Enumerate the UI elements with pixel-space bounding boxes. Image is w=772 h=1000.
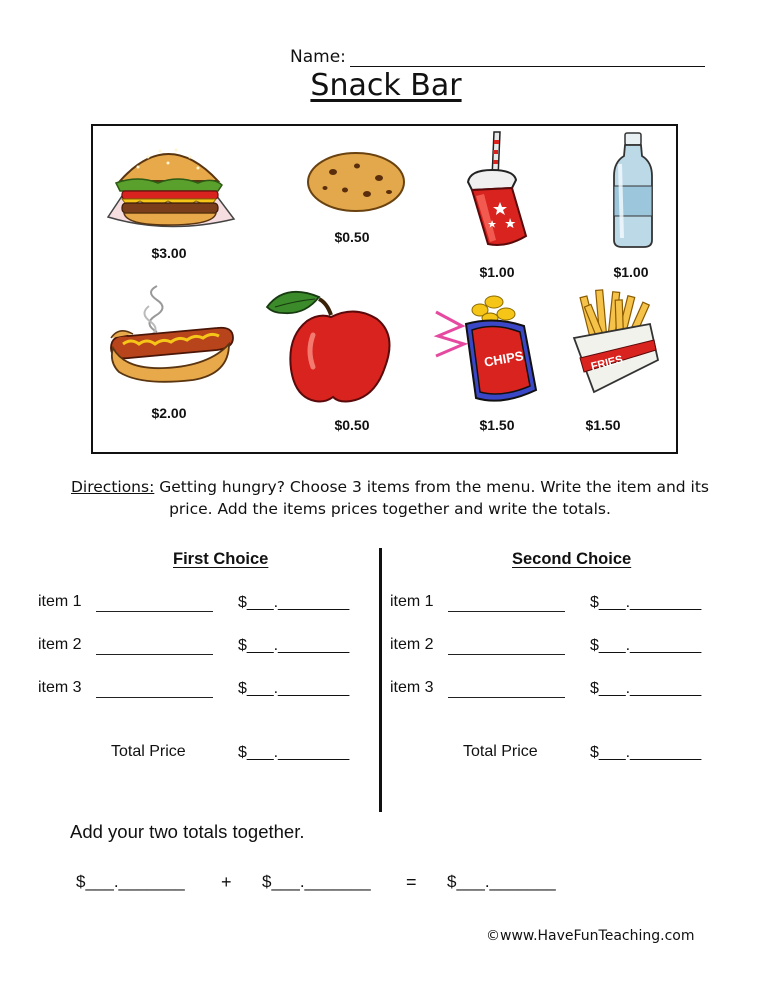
price-apple: $0.50	[334, 417, 370, 433]
first-item-3-price[interactable]: $___.________	[238, 680, 350, 697]
second-item-3-label: item 3	[390, 679, 434, 696]
sum-prompt: Add your two totals together.	[70, 821, 305, 842]
directions	[60, 476, 720, 520]
name-field[interactable]	[350, 66, 705, 67]
equals-sign: =	[406, 872, 417, 892]
fries-label: FRIES	[589, 353, 625, 374]
second-item-3-price[interactable]: $___.________	[590, 680, 702, 697]
first-item-1-price[interactable]: $___.________	[238, 594, 350, 611]
first-total-label: Total Price	[111, 743, 186, 760]
first-item-1-label: item 1	[38, 593, 82, 610]
first-item-2-label: item 2	[38, 636, 82, 653]
first-total-field[interactable]: $___.________	[238, 744, 350, 761]
directions-label: Directions:	[70, 478, 155, 496]
copyright-footer: ©www.HaveFunTeaching.com	[486, 928, 695, 944]
price-cookie: $0.50	[334, 229, 370, 245]
first-item-3-label: item 3	[38, 679, 82, 696]
first-item-3-field[interactable]	[96, 697, 213, 698]
sum-blank-1[interactable]: $___._______	[76, 872, 185, 891]
second-item-3-field[interactable]	[448, 697, 565, 698]
name-label: Name:	[290, 47, 346, 67]
sum-result-blank[interactable]: $___._______	[447, 872, 556, 891]
apple-icon	[265, 285, 397, 405]
second-item-1-label: item 1	[390, 593, 434, 610]
chips-bag-icon	[432, 290, 542, 406]
price-chips: $1.50	[479, 417, 515, 433]
water-bottle-icon	[608, 130, 658, 250]
hamburger-icon	[98, 135, 240, 235]
second-item-2-label: item 2	[390, 636, 434, 653]
fries-icon	[568, 288, 664, 400]
second-total-field[interactable]: $___.________	[590, 744, 702, 761]
hot-dog-icon	[105, 282, 235, 392]
second-item-2-price[interactable]: $___.________	[590, 637, 702, 654]
first-item-1-field[interactable]	[96, 611, 213, 612]
plus-sign: +	[221, 872, 232, 892]
second-total-label: Total Price	[463, 743, 538, 760]
directions-text: Getting hungry? Choose 3 items from the menu. Write the item and its price. Add the items prices together and write the totals.	[154, 478, 710, 518]
price-hotdog: $2.00	[151, 405, 187, 421]
first-choice-heading: First Choice	[173, 550, 269, 568]
sum-blank-2[interactable]: $___._______	[262, 872, 371, 891]
soda-cup-icon	[462, 130, 534, 250]
price-water: $1.00	[613, 264, 649, 280]
second-item-1-price[interactable]: $___.________	[590, 594, 702, 611]
second-choice-heading: Second Choice	[512, 550, 632, 568]
price-fries: $1.50	[585, 417, 621, 433]
chips-label: CHIPS	[482, 348, 525, 370]
page-title: Snack Bar	[310, 68, 462, 103]
second-item-1-field[interactable]	[448, 611, 565, 612]
price-hamburger: $3.00	[151, 245, 187, 261]
price-soda: $1.00	[479, 264, 515, 280]
first-item-2-field[interactable]	[96, 654, 213, 655]
column-divider	[379, 548, 382, 812]
cookie-icon	[305, 150, 407, 214]
second-item-2-field[interactable]	[448, 654, 565, 655]
first-item-2-price[interactable]: $___.________	[238, 637, 350, 654]
